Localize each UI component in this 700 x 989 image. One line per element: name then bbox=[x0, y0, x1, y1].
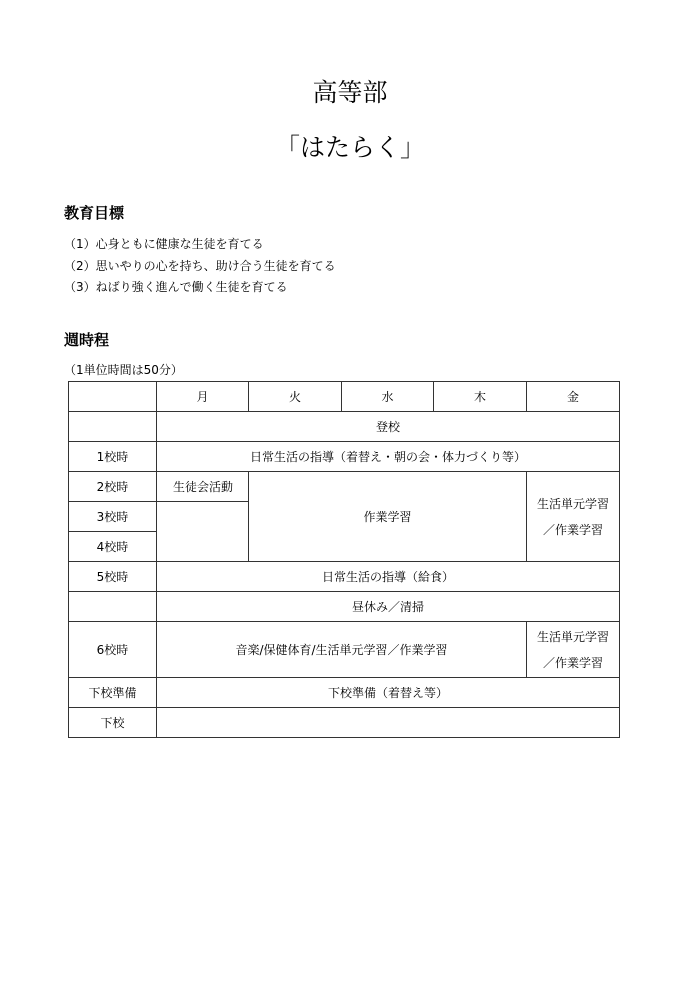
period-label: 2校時 bbox=[69, 472, 157, 502]
arrival-cell: 登校 bbox=[157, 412, 620, 442]
work-study-cell: 作業学習 bbox=[249, 472, 527, 562]
goals-list bbox=[64, 234, 336, 299]
period-label: 3校時 bbox=[69, 502, 157, 532]
day-header-wed: 水 bbox=[342, 382, 434, 412]
period-label: 下校 bbox=[69, 708, 157, 738]
period-5-row bbox=[69, 562, 620, 592]
period-label: 6校時 bbox=[69, 622, 157, 678]
student-council-cell: 生徒会活動 bbox=[157, 472, 249, 502]
weekly-schedule-table bbox=[68, 381, 620, 738]
lunch-break-cell: 昼休み／清掃 bbox=[157, 592, 620, 622]
day-header-tue: 火 bbox=[249, 382, 342, 412]
day-header-fri: 金 bbox=[527, 382, 620, 412]
page-title: 高等部 bbox=[312, 78, 388, 107]
friday-periods-2-4-cell bbox=[527, 472, 620, 562]
arrival-row bbox=[69, 412, 620, 442]
page-subtitle: 「はたらく」 bbox=[274, 133, 425, 162]
goals-heading: 教育目標 bbox=[64, 204, 125, 222]
dismissal-prep-cell: 下校準備（着替え等） bbox=[157, 678, 620, 708]
period-label bbox=[69, 592, 157, 622]
dismissal-cell bbox=[157, 708, 620, 738]
corner-cell bbox=[69, 382, 157, 412]
goal-item: （2）思いやりの心を持ち、助け合う生徒を育てる bbox=[64, 258, 336, 273]
day-header-row bbox=[69, 382, 620, 412]
period-label: 5校時 bbox=[69, 562, 157, 592]
dismissal-prep-row bbox=[69, 678, 620, 708]
period-5-cell: 日常生活の指導（給食） bbox=[157, 562, 620, 592]
schedule-heading: 週時程 bbox=[64, 331, 110, 349]
schedule-note: （1単位時間は50分） bbox=[64, 363, 183, 377]
period-label bbox=[69, 412, 157, 442]
lunch-break-row bbox=[69, 592, 620, 622]
period-1-row bbox=[69, 442, 620, 472]
period-1-cell: 日常生活の指導（着替え・朝の会・体力づくり等） bbox=[157, 442, 620, 472]
day-header-thu: 木 bbox=[434, 382, 527, 412]
goal-item: （3）ねばり強く進んで働く生徒を育てる bbox=[64, 280, 288, 294]
period-6-cell: 音楽/保健体育/生活単元学習／作業学習 bbox=[157, 622, 527, 678]
period-6-row bbox=[69, 622, 620, 678]
period-label: 下校準備 bbox=[69, 678, 157, 708]
period-2-row bbox=[69, 472, 620, 502]
day-header-mon: 月 bbox=[157, 382, 249, 412]
period-label: 1校時 bbox=[69, 442, 157, 472]
friday-line-1: 生活単元学習 bbox=[536, 629, 609, 644]
monday-periods-3-4-cell bbox=[157, 502, 249, 562]
period-label: 4校時 bbox=[69, 532, 157, 562]
friday-line-1: 生活単元学習 bbox=[536, 496, 609, 511]
goal-item: （1）心身ともに健康な生徒を育てる bbox=[64, 237, 264, 251]
friday-period-6-cell bbox=[527, 622, 620, 678]
friday-line-2: ／作業学習 bbox=[542, 655, 603, 670]
friday-line-2: ／作業学習 bbox=[542, 522, 603, 537]
dismissal-row bbox=[69, 708, 620, 738]
